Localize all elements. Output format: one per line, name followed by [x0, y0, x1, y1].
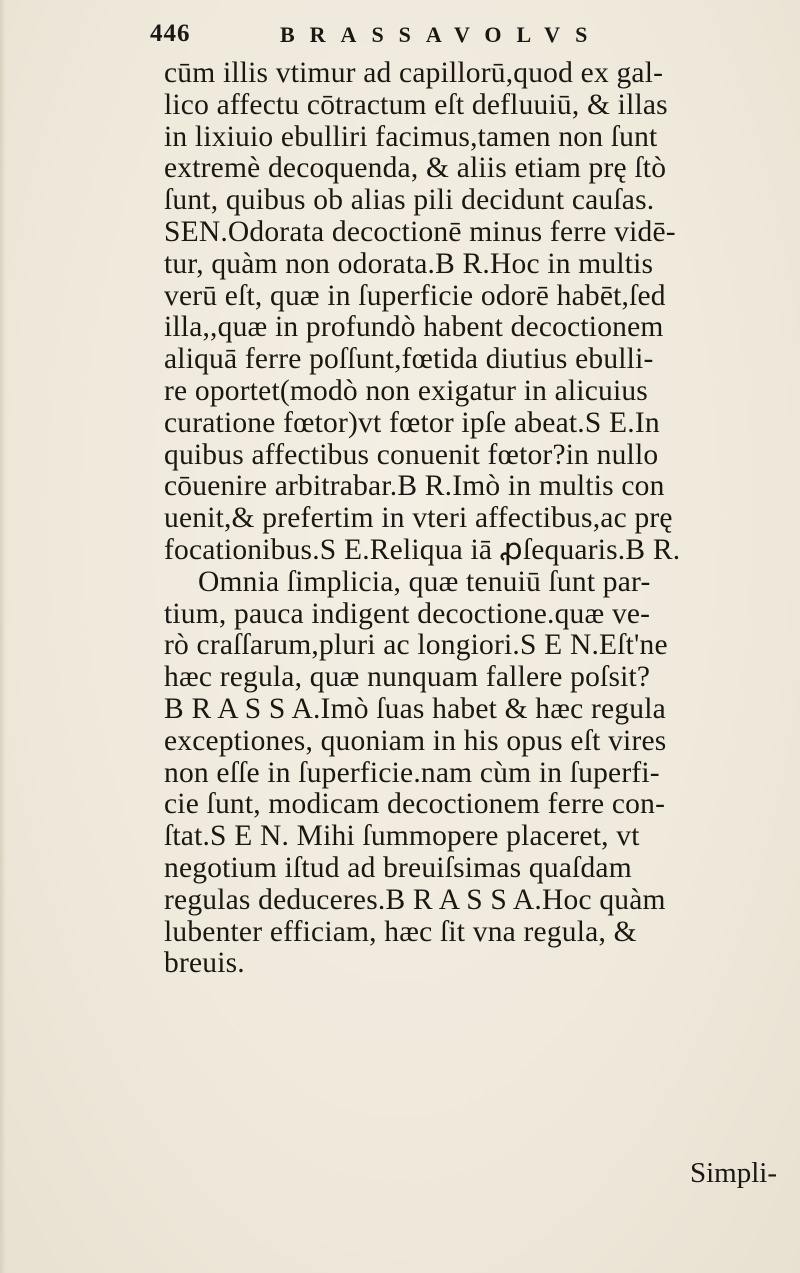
text-line: verū eſt, quæ in ſuperficie odorē habēt,ſed	[164, 279, 666, 312]
text-line: breuis.	[164, 947, 245, 980]
text-line-indented: Omnia ſimplicia, quæ tenuiū ſunt par-	[198, 565, 651, 598]
text-line: focationibus.S E.Reliqua iā ꝓſequaris.B R.	[164, 533, 681, 566]
running-head: BRASSAVOLVS	[280, 22, 603, 47]
page-header	[140, 20, 780, 60]
text-line: ſunt, quibus ob alias pili decidunt cauſas.	[164, 184, 655, 217]
text-line: tur, quàm non odorata.B R.Hoc in multis	[164, 247, 654, 280]
text-line: negotium iſtud ad breuiſsimas quaſdam	[164, 851, 632, 884]
text-line: extremè decoquenda, & aliis etiam prę ſtò	[164, 152, 667, 185]
text-line: quibus affectibus conuenit fœtor?in nullo	[164, 438, 659, 471]
text-line: rò craſſarum,pluri ac longiori.S E N.Eſt'ne	[164, 629, 668, 662]
text-line: cūm illis vtimur ad capillorū,quod ex gal-	[164, 57, 664, 89]
text-line: illa,,quæ in profundò habent decoctionem	[164, 311, 664, 344]
page-number: 446	[150, 20, 191, 47]
text-line: hæc regula, quæ nunquam fallere poſsit?	[164, 661, 651, 694]
text-line: regulas deduceres.B R A S S A.Hoc quàm	[164, 883, 666, 916]
text-line: in lixiuio ebulliri facimus,tamen non ſunt	[164, 120, 658, 153]
text-line: non eſſe in ſuperficie.nam cùm in ſuperfi-	[164, 756, 660, 789]
body-text	[164, 58, 784, 980]
text-line: lubenter efficiam, hæc ſit vna regula, &	[164, 915, 637, 948]
text-line: aliquā ferre poſſunt,fœtida diutius ebulli-	[164, 343, 654, 376]
text-line: cie ſunt, modicam decoctionem ferre con-	[164, 788, 666, 821]
text-line: ſtat.S E N. Mihi ſummopere placeret, vt	[164, 820, 640, 853]
text-line: uenit,& prefertim in vteri affectibus,ac prę	[164, 502, 673, 535]
page-gutter-shadow	[0, 0, 6, 1273]
text-line: curatione fœtor)vt fœtor ipſe abeat.S E.In	[164, 406, 660, 439]
text-line: re oportet(modò non exigatur in alicuius	[164, 374, 648, 407]
text-line: lico affectu cōtractum eſt defluuiū, & illas	[164, 88, 668, 121]
catchword: Simpli-	[690, 1157, 778, 1189]
text-line: cōuenire arbitrabar.B R.Imò in multis con	[164, 470, 665, 503]
text-line: tium, pauca indigent decoctione.quæ ve-	[164, 597, 651, 630]
text-line: B R A S S A.Imò ſuas habet & hæc regula	[164, 692, 666, 725]
text-line: SEN.Odorata decoctionē minus ferre vidē-	[164, 215, 676, 248]
text-line: exceptiones, quoniam in his opus eſt vires	[164, 724, 667, 757]
